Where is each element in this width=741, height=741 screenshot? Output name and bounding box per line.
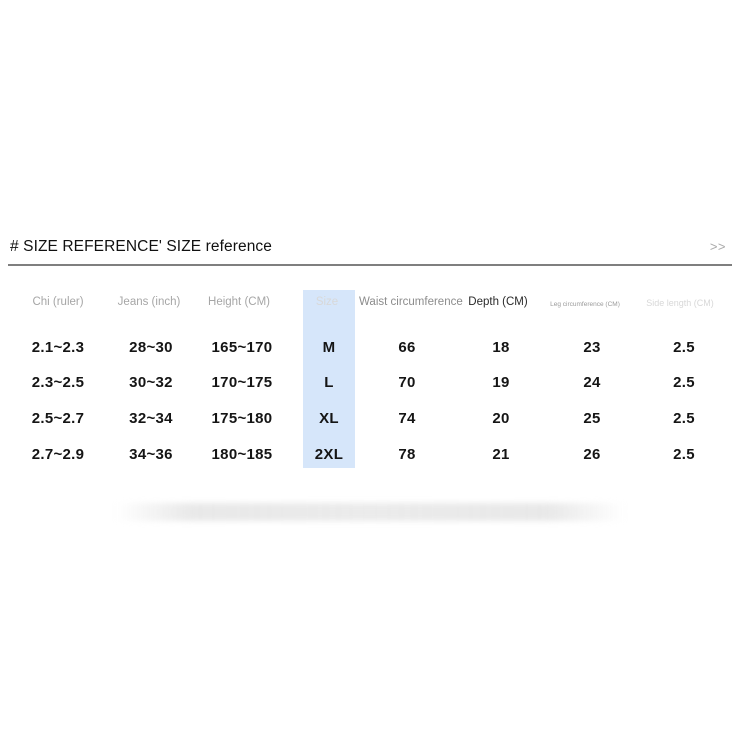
cell-jeans: 30~32: [129, 374, 173, 391]
blurred-footnote: [115, 503, 625, 521]
cell-side: 2.5: [673, 446, 695, 463]
cell-side: 2.5: [673, 339, 695, 356]
column-header-side: Side length (CM): [646, 298, 714, 308]
cell-height: 175~180: [211, 410, 273, 427]
cell-depth: 21: [492, 446, 510, 463]
cell-leg: 23: [583, 339, 601, 356]
cell-size: L: [324, 374, 334, 391]
column-header-leg: Leg circumference (CM): [550, 301, 620, 308]
cell-waist: 66: [398, 339, 416, 356]
section-header: [8, 232, 732, 266]
cell-chi: 2.1~2.3: [31, 339, 85, 356]
column-header-depth: Depth (CM): [468, 296, 528, 308]
cell-leg: 26: [583, 446, 601, 463]
cell-jeans: 34~36: [129, 446, 173, 463]
cell-waist: 70: [398, 374, 416, 391]
more-link[interactable]: >>: [709, 239, 726, 254]
cell-jeans: 28~30: [129, 339, 173, 356]
cell-side: 2.5: [673, 374, 695, 391]
column-header-jeans: Jeans (inch): [117, 296, 181, 308]
cell-jeans: 32~34: [129, 410, 173, 427]
cell-chi: 2.3~2.5: [31, 374, 85, 391]
cell-height: 180~185: [211, 446, 273, 463]
cell-depth: 18: [492, 339, 510, 356]
cell-chi: 2.7~2.9: [31, 446, 85, 463]
column-header-waist: Waist circumference: [359, 296, 463, 308]
column-header-chi: Chi (ruler): [32, 296, 84, 308]
cell-leg: 25: [583, 410, 601, 427]
cell-size: XL: [319, 410, 339, 427]
cell-leg: 24: [583, 374, 601, 391]
cell-height: 165~170: [211, 339, 273, 356]
cell-depth: 19: [492, 374, 510, 391]
column-header-height: Height (CM): [208, 296, 270, 308]
cell-side: 2.5: [673, 410, 695, 427]
column-header-size: Size: [315, 296, 339, 308]
cell-waist: 78: [398, 446, 416, 463]
cell-chi: 2.5~2.7: [31, 410, 85, 427]
cell-depth: 20: [492, 410, 510, 427]
cell-size: 2XL: [314, 446, 344, 463]
section-title: # SIZE REFERENCE' SIZE reference: [10, 238, 272, 255]
cell-waist: 74: [398, 410, 416, 427]
cell-height: 170~175: [211, 374, 273, 391]
cell-size: M: [322, 339, 336, 356]
